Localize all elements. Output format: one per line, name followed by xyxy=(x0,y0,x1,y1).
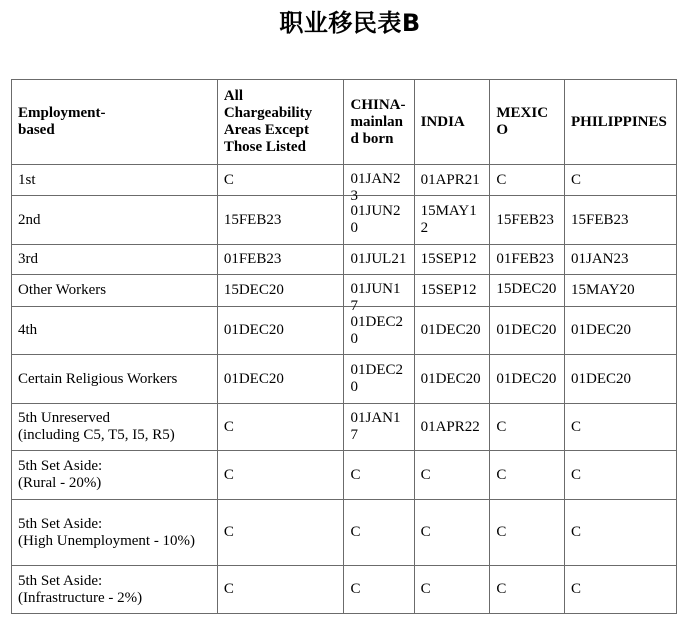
cell-china: 01JUN20 xyxy=(344,196,414,245)
cell-india: 15SEP12 xyxy=(414,275,490,307)
cell-all-areas: 01DEC20 xyxy=(217,307,344,355)
cell-china: C xyxy=(344,451,414,500)
cell-china: C xyxy=(344,566,414,614)
cell-china: C xyxy=(344,500,414,566)
column-header-china: CHINA- mainland born xyxy=(344,80,414,165)
cell-india: C xyxy=(414,566,490,614)
cell-philippines: C xyxy=(565,165,677,196)
table-header-row xyxy=(12,80,677,165)
row-label: Certain Religious Workers xyxy=(12,355,218,404)
column-header-india: INDIA xyxy=(414,80,490,165)
cell-mexico: C xyxy=(490,404,565,451)
cell-china: 01JUL21 xyxy=(344,245,414,275)
table-row xyxy=(12,196,677,245)
cell-mexico: 01DEC20 xyxy=(490,307,565,355)
cell-china: 01DEC20 xyxy=(344,307,414,355)
cell-all-areas: C xyxy=(217,451,344,500)
cell-china-text: 01JUN17 xyxy=(350,281,401,314)
cell-india: 01APR22 xyxy=(414,404,490,451)
table-row xyxy=(12,307,677,355)
cell-philippines: 01DEC20 xyxy=(565,355,677,404)
cell-china-text: 01JAN23 xyxy=(350,170,401,204)
visa-bulletin-table xyxy=(11,79,677,614)
cell-philippines: 15FEB23 xyxy=(565,196,677,245)
cell-mexico xyxy=(490,275,565,307)
row-label: 3rd xyxy=(12,245,218,275)
row-label: 5th Unreserved (including C5, T5, I5, R5) xyxy=(12,404,218,451)
cell-mexico: C xyxy=(490,451,565,500)
page-title: 职业移民表B xyxy=(279,9,421,37)
cell-philippines: 15MAY20 xyxy=(565,275,677,307)
table-row xyxy=(12,566,677,614)
cell-philippines: C xyxy=(565,404,677,451)
row-label: 2nd xyxy=(12,196,218,245)
table-row xyxy=(12,451,677,500)
table-row xyxy=(12,404,677,451)
column-header-philippines: PHILIPPINES xyxy=(565,80,677,165)
row-label: 4th xyxy=(12,307,218,355)
row-label: Other Workers xyxy=(12,275,218,307)
row-label: 1st xyxy=(12,165,218,196)
table-row xyxy=(12,275,677,307)
cell-mexico: 15FEB23 xyxy=(490,196,565,245)
cell-all-areas: 01DEC20 xyxy=(217,355,344,404)
row-label: 5th Set Aside: (Infrastructure - 2%) xyxy=(12,566,218,614)
cell-china: 01DEC20 xyxy=(344,355,414,404)
cell-india: C xyxy=(414,451,490,500)
cell-philippines: 01JAN23 xyxy=(565,245,677,275)
cell-mexico: C xyxy=(490,165,565,196)
cell-india: 15SEP12 xyxy=(414,245,490,275)
column-header-mexico: MEXICO xyxy=(490,80,565,165)
cell-china xyxy=(344,275,414,314)
cell-philippines: C xyxy=(565,500,677,566)
cell-all-areas: C xyxy=(217,500,344,566)
cell-philippines: C xyxy=(565,566,677,614)
cell-all-areas: C xyxy=(217,566,344,614)
table-row xyxy=(12,165,677,196)
cell-all-areas: 01FEB23 xyxy=(217,245,344,275)
cell-india: 15MAY12 xyxy=(414,196,490,245)
cell-china: 01JAN17 xyxy=(344,404,414,451)
cell-all-areas: C xyxy=(217,404,344,451)
cell-india: 01APR21 xyxy=(414,165,490,196)
column-header-all-areas: All Chargeability Areas Except Those Listed xyxy=(217,80,344,165)
cell-india: 01DEC20 xyxy=(414,355,490,404)
cell-mexico-text: 15DEC20 xyxy=(496,281,557,297)
row-label: 5th Set Aside: (High Unemployment - 10%) xyxy=(12,500,218,566)
cell-mexico: C xyxy=(490,566,565,614)
column-header-category: Employment- based xyxy=(12,80,218,165)
table-row xyxy=(12,500,677,566)
table-row xyxy=(12,355,677,404)
cell-mexico: 01FEB23 xyxy=(490,245,565,275)
cell-india: C xyxy=(414,500,490,566)
table-row xyxy=(12,245,677,275)
cell-all-areas: 15DEC20 xyxy=(217,275,344,307)
row-label: 5th Set Aside: (Rural - 20%) xyxy=(12,451,218,500)
cell-philippines: C xyxy=(565,451,677,500)
cell-india: 01DEC20 xyxy=(414,307,490,355)
cell-mexico: 01DEC20 xyxy=(490,355,565,404)
cell-philippines: 01DEC20 xyxy=(565,307,677,355)
cell-all-areas: C xyxy=(217,165,344,196)
cell-all-areas: 15FEB23 xyxy=(217,196,344,245)
cell-mexico: C xyxy=(490,500,565,566)
cell-china xyxy=(344,165,414,204)
